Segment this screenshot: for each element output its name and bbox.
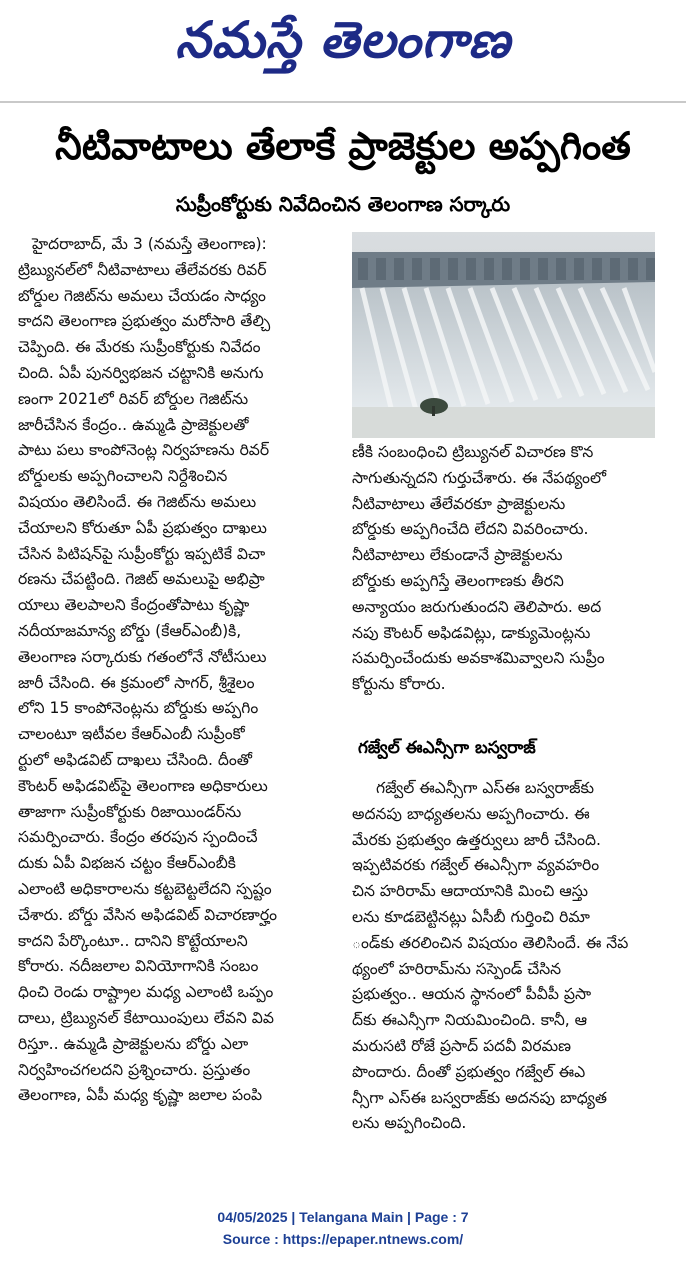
text-line: ర్టులో అఫిడవిట్ దాఖలు చేసింది. దీంతో bbox=[18, 750, 252, 769]
masthead-logo: నమస్తే తెలంగాణ bbox=[175, 10, 511, 69]
text-line: పాటు పలు కాంపోనెంట్ల నిర్వహణను రివర్ bbox=[18, 441, 270, 460]
text-line: అన్యాయం జరుగుతుందని తెలిపారు. అద bbox=[352, 597, 602, 616]
text-line: ణంగా 2021లో రివర్ బోర్డుల గెజిట్‌ను bbox=[18, 389, 249, 408]
text-line: నీటివాటాలు లేకుండానే ప్రాజెక్టులను bbox=[352, 546, 563, 565]
text-line: రిస్తూ.. ఉమ్మడి ప్రాజెక్టులను బోర్డు ఎలా bbox=[18, 1034, 249, 1053]
masthead bbox=[0, 0, 686, 100]
article-subheadline: సుప్రీంకోర్టుకు నివేదించిన తెలంగాణ సర్కారు bbox=[175, 192, 511, 216]
text-line: చింది. ఏపీ పునర్విభజన చట్టానికి అనుగు bbox=[18, 363, 264, 382]
text-line: కౌంటర్ అఫిడవిట్‌పై తెలంగాణ అధికారులు bbox=[18, 776, 268, 795]
article-column-right bbox=[352, 440, 655, 698]
dam-spillway-photo bbox=[352, 232, 655, 438]
text-line: విషయం తెలిసిందే. ఈ గెజిట్‌ను అమలు bbox=[18, 492, 257, 511]
text-line: బోర్డుల గెజిట్‌ను అమలు చేయడం సాధ్యం bbox=[18, 286, 266, 305]
text-line: దుకు ఏపీ విభజన చట్టం కేఆర్ఎంబీకి bbox=[18, 854, 236, 873]
text-line: కాదని పేర్కొంటూ.. దానిని కొట్టేయాలని bbox=[18, 931, 248, 950]
text-line: చిన హరిరామ్ ఆదాయానికి మించి ఆస్తు bbox=[352, 882, 589, 901]
text-line: జారీ చేసింది. ఈ క్రమంలో సాగర్, శ్రీశైలం bbox=[18, 673, 255, 692]
text-line: ధించి రెండు రాష్ట్రాల మధ్య ఎలాంటి ఒప్పం bbox=[18, 983, 274, 1002]
text-line: ట్రిబ్యునల్‌లో నీటివాటాలు తేలేవరకు రివర్ bbox=[18, 260, 267, 279]
sidebar-story-heading: గజ్వేల్ ఈఎన్సీగా బస్వరాజ్ bbox=[358, 738, 536, 758]
text-line: సమర్పించారు. కేంద్రం తరపున స్పందించే bbox=[18, 828, 258, 847]
text-line: కోరారు. నదీజలాల వినియోగానికి సంబం bbox=[18, 957, 259, 976]
text-line: సాగుతున్నదని గుర్తుచేశారు. ఈ నేపథ్యంలో bbox=[352, 468, 607, 487]
text-line: జారీచేసిన కేంద్రం.. ఉమ్మడి ప్రాజెక్టులతో bbox=[18, 415, 249, 434]
text-line: చాలంటూ ఇటీవల కేఆర్ఎంబీ సుప్రీంకో bbox=[18, 725, 245, 744]
text-line: చేశారు. బోర్డు వేసిన అఫిడవిట్ విచారణార్హం bbox=[18, 905, 277, 924]
text-line: రణను చేపట్టింది. గెజిట్ అమలుపై అభిప్రా bbox=[18, 570, 265, 589]
article-headline: నీటివాటాలు తేలాకే ప్రాజెక్టుల అప్పగింత bbox=[55, 124, 631, 168]
text-line: నపు కౌంటర్ అఫిడవిట్లు, డాక్యుమెంట్లను bbox=[352, 623, 591, 642]
text-line: బోర్డులకు అప్పగించాలని నిర్దేశించిన bbox=[18, 467, 228, 486]
text-line: గజ్వేల్ ఈఎన్సీగా ఎస్ఈ బస్వరాజ్‌కు bbox=[376, 779, 595, 797]
text-line: దాలు, ట్రిబ్యునల్ కేటాయింపులు లేవని వివ bbox=[18, 1008, 274, 1027]
text-line: ండ్‌కు తరలించిన విషయం తెలిసిందే. ఈ నేప bbox=[352, 933, 629, 952]
photo-image bbox=[352, 232, 655, 438]
text-line: చెప్పింది. ఈ మేరకు సుప్రీంకోర్టుకు నివేదం bbox=[18, 338, 261, 357]
text-line: బోర్డుకు అప్పగిస్తే తెలంగాణకు తీరని bbox=[352, 571, 564, 590]
text-line: ప్రభుత్వం.. ఆయన స్థానంలో పీవీపీ ప్రసా bbox=[352, 985, 592, 1004]
text-line: నీటివాటాలు తేలేవరకూ ప్రాజెక్టులను bbox=[352, 494, 566, 513]
text-line: లను కూడబెట్టినట్లు ఏసీబీ గుర్తించి రిమా bbox=[352, 907, 590, 926]
text-line: ద్‌కు ఈఎన్సీగా నియమించింది. కానీ, ఆ bbox=[352, 1011, 588, 1030]
text-line: నిర్వహించగలదని ప్రశ్నించారు. ప్రస్తుతం bbox=[18, 1060, 251, 1079]
footer-date-edition: 04/05/2025 | Telangana Main | Page : 7 bbox=[217, 1209, 469, 1225]
text-line: చేయాలని కోరుతూ ఏపీ ప్రభుత్వం దాఖలు bbox=[18, 518, 267, 537]
masthead-divider bbox=[0, 101, 686, 103]
text-line: తాజాగా సుప్రీంకోర్టుకు రిజాయిండర్‌ను bbox=[18, 802, 242, 821]
text-line: ణీకి సంబంధించి ట్రిబ్యునల్ విచారణ కొన bbox=[352, 443, 594, 461]
text-line: కోర్టును కోరారు. bbox=[352, 675, 446, 694]
sidebar-story-body bbox=[352, 776, 655, 1137]
page-footer bbox=[0, 1206, 686, 1250]
text-line: యాలు తెలపాలని కేంద్రంతోపాటు కృష్ణా bbox=[18, 596, 250, 615]
footer-source-link[interactable]: Source : https://epaper.ntnews.com/ bbox=[222, 1231, 464, 1247]
text-line: నదీయాజమాన్య బోర్డు (కేఆర్ఎంబీ)కి, bbox=[18, 621, 242, 640]
article-column-left bbox=[18, 232, 338, 1109]
text-line: తెలంగాణ, ఏపీ మధ్య కృష్ణా జలాల పంపి bbox=[18, 1086, 263, 1105]
text-line: కాదని తెలంగాణ ప్రభుత్వం మరోసారి తేల్చి bbox=[18, 312, 271, 331]
text-line: మరుసటి రోజే ప్రసాద్ పదవీ విరమణ bbox=[352, 1036, 571, 1055]
text-line: హైదరాబాద్, మే 3 (నమస్తే తెలంగాణ): bbox=[32, 235, 267, 253]
text-line: న్సీగా ఎస్ఈ బస్వరాజ్‌కు అదనపు బాధ్యత bbox=[352, 1088, 607, 1107]
text-line: సమర్పించేందుకు అవకాశమివ్వాలని సుప్రీం bbox=[352, 649, 605, 668]
text-line: తెలంగాణ సర్కారుకు గతంలోనే నోటీసులు bbox=[18, 647, 267, 666]
text-line: ఎలాంటి అధికారాలను కట్టబెట్టలేదని స్పష్టం bbox=[18, 879, 272, 898]
text-line: మేరకు ప్రభుత్వం ఉత్తర్వులు జారీ చేసింది. bbox=[352, 830, 601, 849]
text-line: ఇప్పటివరకు గజ్వేల్ ఈఎన్సీగా వ్యవహరిం bbox=[352, 856, 600, 875]
text-line: పొందారు. దీంతో ప్రభుత్వం గజ్వేల్ ఈఎ bbox=[352, 1062, 586, 1081]
text-line: లోని 15 కాంపోనెంట్లను బోర్డుకు అప్పగిం bbox=[18, 699, 259, 718]
text-line: లను అప్పగించింది. bbox=[352, 1114, 467, 1133]
text-line: థ్యంలో హరిరామ్‌ను సస్పెండ్ చేసిన bbox=[352, 959, 562, 978]
text-line: బోర్డుకు అప్పగించేది లేదని వివరించారు. bbox=[352, 520, 589, 539]
text-line: చేసిన పిటిషన్‌పై సుప్రీంకోర్టు ఇప్పటికే విచా bbox=[18, 544, 266, 563]
text-line: అదనపు బాధ్యతలను అప్పగించారు. ఈ bbox=[352, 804, 590, 823]
